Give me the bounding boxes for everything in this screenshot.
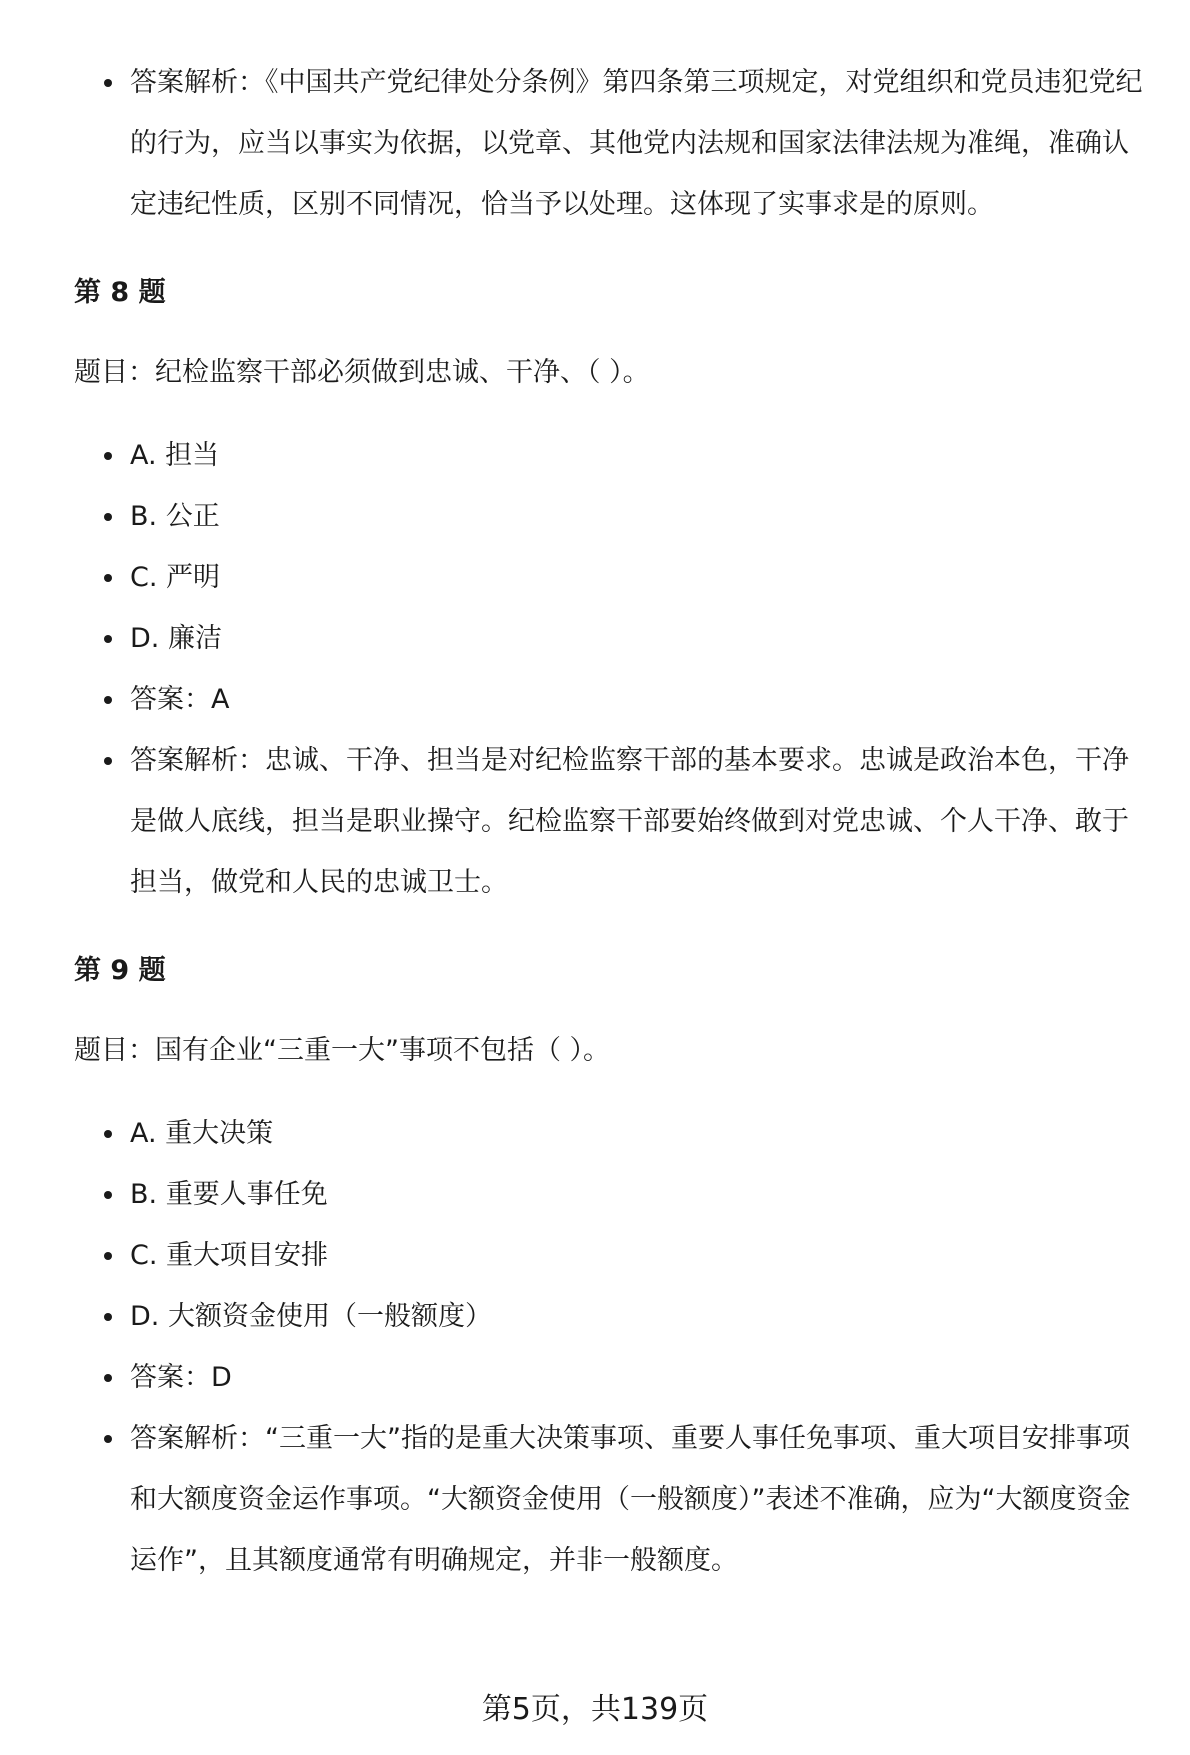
question-8-option-b: B. 公正: [74, 486, 1154, 547]
question-8-stem: 题目：纪检监察干部必须做到忠诚、干净、（ ）。: [74, 357, 650, 388]
question-9-answer: 答案：D: [74, 1347, 1154, 1408]
question-8-option-c: C. 严明: [74, 547, 1154, 608]
question-9-option-d: D. 大额资金使用（一般额度）: [74, 1286, 1154, 1347]
question-9-option-b: B. 重要人事任免: [74, 1164, 1154, 1225]
question-8-option-a: A. 担当: [74, 425, 1154, 486]
page-footer: 第5页，共139页: [481, 1692, 709, 1727]
prev-explanation: 答案解析：《中国共产党纪律处分条例》第四条第三项规定，对党组织和党员违犯党纪的行为，应当以事实为依据，以党章、其他党内法规和国家法律法规为准绳，准确认定违纪性质，区别不同情况，恰当予以处理。这体现了实事求是的原则。: [74, 52, 1154, 235]
question-9-explanation: 答案解析：“三重一大”指的是重大决策事项、重要人事任免事项、重大项目安排事项和大额度资金运作事项。“大额资金使用（一般额度）”表述不准确，应为“大额度资金运作”，且其额度通常有明确规定，并非一般额度。: [74, 1408, 1154, 1591]
question-8-answer: 答案：A: [74, 669, 1154, 730]
question-9-stem: 题目：国有企业“三重一大”事项不包括（ ）。: [74, 1035, 611, 1066]
question-9-option-c: C. 重大项目安排: [74, 1225, 1154, 1286]
question-8-option-d: D. 廉洁: [74, 608, 1154, 669]
prev-question-list: [74, 52, 1154, 235]
question-8-explanation: 答案解析：忠诚、干净、担当是对纪检监察干部的基本要求。忠诚是政治本色，干净是做人底线，担当是职业操守。纪检监察干部要始终做到对党忠诚、个人干净、敢于担当，做党和人民的忠诚卫士。: [74, 730, 1154, 913]
document-page: [74, 52, 1154, 1591]
question-8-options: [74, 425, 1154, 913]
question-9-options: [74, 1103, 1154, 1591]
question-9-option-a: A. 重大决策: [74, 1103, 1154, 1164]
question-8-heading: 第 8 题: [74, 277, 166, 308]
question-9-heading: 第 9 题: [74, 955, 166, 986]
